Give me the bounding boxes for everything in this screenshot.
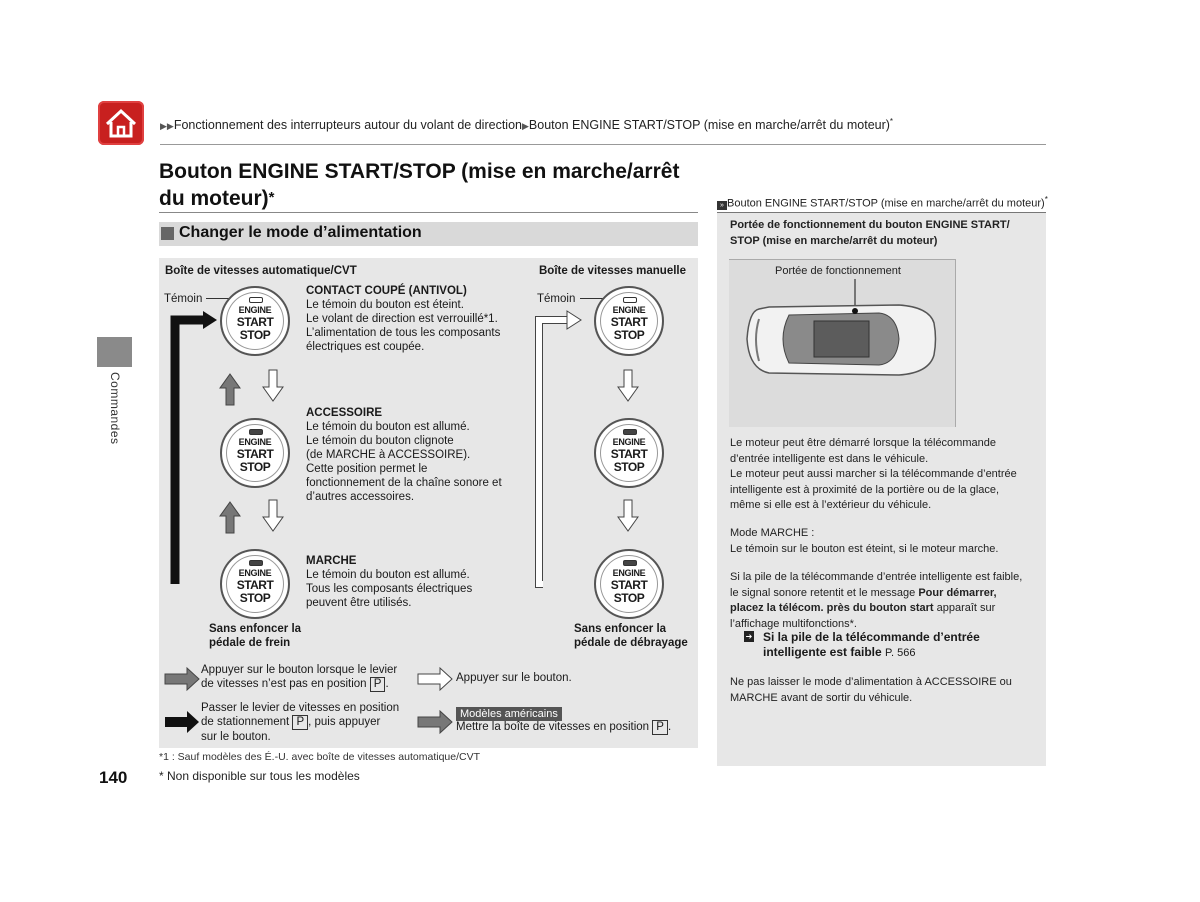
battery-message: placez la télécom. près du bouton start	[730, 602, 934, 614]
state-line: Tous les composants électriques	[306, 583, 473, 595]
button-text-start: START	[610, 578, 648, 592]
p-position-box: P	[652, 720, 668, 735]
button-text-engine: ENGINE	[612, 568, 646, 578]
button-text-engine: ENGINE	[612, 305, 646, 315]
state-accessory-title: ACCESSOIRE	[306, 407, 383, 419]
paragraph-line: intelligente est à proximité de la portière ou de la glace,	[730, 483, 1000, 496]
section-heading	[159, 222, 698, 246]
button-text-start: START	[236, 315, 274, 329]
legend-line: Appuyer sur le bouton lorsque le levier	[201, 664, 398, 676]
battery-message: Pour démarrer,	[918, 586, 997, 599]
mode-title: Mode MARCHE :	[730, 527, 815, 539]
chapter-tab[interactable]	[97, 337, 132, 367]
last-note-line: MARCHE avant de sortir du véhicule.	[730, 691, 913, 704]
legend-black-text	[201, 701, 399, 744]
temoin-label-auto: Témoin	[164, 293, 203, 305]
battery-link-line[interactable]: Si la pile de la télécommande d’entrée	[763, 630, 980, 644]
paragraph-line: Le moteur peut aussi marcher si la télécommande d’entrée	[730, 468, 1017, 480]
button-text-stop: STOP	[613, 460, 645, 474]
battery-link-line[interactable]: intelligente est faible	[763, 645, 882, 659]
page-title-star: *	[268, 189, 275, 206]
white-arrow-icon	[416, 665, 456, 695]
no-clutch-line: pédale de débrayage	[574, 637, 688, 649]
footnote-2: * Non disponible sur tous les modèles	[159, 769, 360, 783]
last-note	[730, 675, 1012, 706]
state-line: Le témoin du bouton est allumé.	[306, 569, 470, 581]
state-line: L’alimentation de tous les composants	[306, 327, 501, 339]
breadcrumb	[160, 117, 893, 132]
button-text-stop: STOP	[613, 328, 645, 342]
legend-line: de vitesses n’est pas en position	[201, 678, 367, 690]
auto-header: Boîte de vitesses automatique/CVT	[165, 265, 357, 277]
state-line: Cette position permet le	[306, 463, 428, 475]
state-on-title: MARCHE	[306, 555, 357, 567]
legend-white-text: Appuyer sur le bouton.	[456, 672, 572, 684]
state-line: peuvent être utilisés.	[306, 597, 412, 609]
breadcrumb-arrow-icon: ▶	[521, 121, 529, 132]
sidebar-header-text: Bouton ENGINE START/STOP (mise en marche/arrêt du moteur)	[727, 197, 1045, 210]
legend-line: sur le bouton.	[201, 731, 271, 743]
home-icon[interactable]	[98, 101, 144, 145]
section-square-icon	[161, 227, 174, 240]
legend-line: Mettre la boîte de vitesses en position	[456, 721, 650, 733]
range-figure-label: Portée de fonctionnement	[775, 265, 901, 277]
page-title-line2: du moteur)	[159, 187, 269, 210]
title-divider	[159, 212, 698, 213]
state-line: Le témoin du bouton clignote	[306, 435, 454, 447]
temoin-label-manual: Témoin	[537, 293, 576, 305]
sidebar-paragraph-1	[730, 436, 1017, 514]
car-top-view-image	[729, 259, 955, 426]
paragraph-line: d’entrée intelligente est dans le véhicule.	[730, 452, 929, 465]
section-title: Changer le mode d’alimentation	[179, 224, 422, 241]
state-line: électriques est coupée.	[306, 341, 425, 353]
button-text-start: START	[236, 578, 274, 592]
breadcrumb-link-2[interactable]: Bouton ENGINE START/STOP (mise en marche/arrêt du moteur)	[528, 118, 890, 133]
state-off-title: CONTACT COUPÉ (ANTIVOL)	[306, 285, 467, 297]
sidebar-header	[717, 195, 1046, 213]
breadcrumb-star: *	[889, 117, 894, 126]
legend-line: Passer le levier de vitesses en position	[201, 702, 400, 714]
button-text-start: START	[610, 315, 648, 329]
us-models-badge-text: Modèles américains	[456, 707, 562, 721]
p-position-box: P	[292, 715, 308, 730]
breadcrumb-arrow-icon: ▶▶	[160, 121, 174, 132]
button-text-engine: ENGINE	[238, 568, 272, 578]
battery-line: le signal sonore retentit et le message	[730, 586, 919, 599]
button-text-engine: ENGINE	[612, 437, 646, 447]
no-brake-label	[209, 622, 301, 650]
black-arrow-head	[203, 311, 217, 329]
button-text-stop: STOP	[239, 460, 271, 474]
sidebar-subtitle-line: Portée de fonctionnement du bouton ENGINE START/	[730, 219, 1010, 231]
sidebar-header-star: *	[1044, 195, 1048, 204]
button-text-engine: ENGINE	[238, 305, 272, 315]
legend-line: de stationnement	[201, 716, 290, 728]
mode-text: Le témoin sur le bouton est éteint, si le moteur marche.	[730, 542, 999, 555]
page-title	[159, 159, 679, 212]
page-number: 140	[99, 768, 128, 787]
grey-arrow-icon	[163, 665, 203, 695]
last-note-line: Ne pas laisser le mode d’alimentation à ACCESSOIRE ou	[730, 676, 1012, 688]
mode-note	[730, 526, 998, 557]
legend-line: , puis appuyer	[308, 716, 381, 728]
state-off-text	[306, 284, 500, 354]
sidebar-subtitle	[730, 218, 1010, 249]
state-line: (de MARCHE à ACCESSOIRE).	[306, 449, 471, 461]
battery-line: Si la pile de la télécommande d’entrée intelligente est faible,	[730, 571, 1023, 583]
state-accessory-text	[306, 406, 502, 504]
state-line: Le témoin du bouton est allumé.	[306, 421, 470, 433]
link-arrow-icon: ➔	[745, 632, 753, 641]
header-divider	[160, 144, 1046, 145]
no-clutch-label	[574, 622, 688, 650]
footnote-1: *1 : Sauf modèles des É.-U. avec boîte de vitesses automatique/CVT	[159, 751, 480, 763]
battery-line: l’affichage multifonctions*.	[730, 617, 857, 630]
p-position-box: P	[370, 677, 386, 692]
battery-note	[730, 570, 1022, 632]
state-line: Le témoin du bouton est éteint.	[306, 299, 464, 311]
battery-link[interactable]	[744, 630, 980, 661]
sidebar-subtitle-line: STOP (mise en marche/arrêt du moteur)	[730, 234, 938, 247]
legend-grey-text: Appuyer sur le bouton lorsque le levier de vitesses n’est pas en position P .	[201, 664, 398, 690]
breadcrumb-link-1[interactable]: Fonctionnement des interrupteurs autour du volant de direction	[173, 118, 522, 133]
manual-header: Boîte de vitesses manuelle	[539, 265, 687, 277]
page-title-line1: Bouton ENGINE START/STOP (mise en marche/arrêt	[159, 160, 680, 183]
chapter-label: Commandes	[108, 372, 122, 445]
button-text-start: START	[236, 447, 274, 461]
battery-line: apparaît sur	[933, 602, 996, 614]
state-on-text	[306, 554, 472, 610]
state-line: d’autres accessoires.	[306, 491, 415, 503]
reference-icon: »	[717, 201, 727, 210]
state-line: fonctionnement de la chaîne sonore et	[306, 477, 502, 489]
button-text-start: START	[610, 447, 648, 461]
paragraph-line: Le moteur peut être démarré lorsque la télécommande	[730, 437, 996, 449]
legend-white2-text: Mettre la boîte de vitesses en position P .	[456, 721, 672, 733]
black-arrow-icon	[163, 708, 203, 738]
paragraph-line: même si elle est à l’extérieur du véhicule.	[730, 499, 932, 511]
button-text-stop: STOP	[239, 591, 271, 605]
button-text-engine: ENGINE	[238, 437, 272, 447]
no-brake-line: Sans enfoncer la	[209, 623, 302, 635]
state-line: Le volant de direction est verrouillé*1.	[306, 313, 498, 325]
grey-arrow-icon	[416, 708, 456, 738]
battery-link-page[interactable]: P. 566	[885, 647, 916, 659]
button-text-stop: STOP	[613, 591, 645, 605]
no-clutch-line: Sans enfoncer la	[574, 623, 667, 635]
no-brake-line: pédale de frein	[209, 637, 291, 649]
button-text-stop: STOP	[239, 328, 271, 342]
